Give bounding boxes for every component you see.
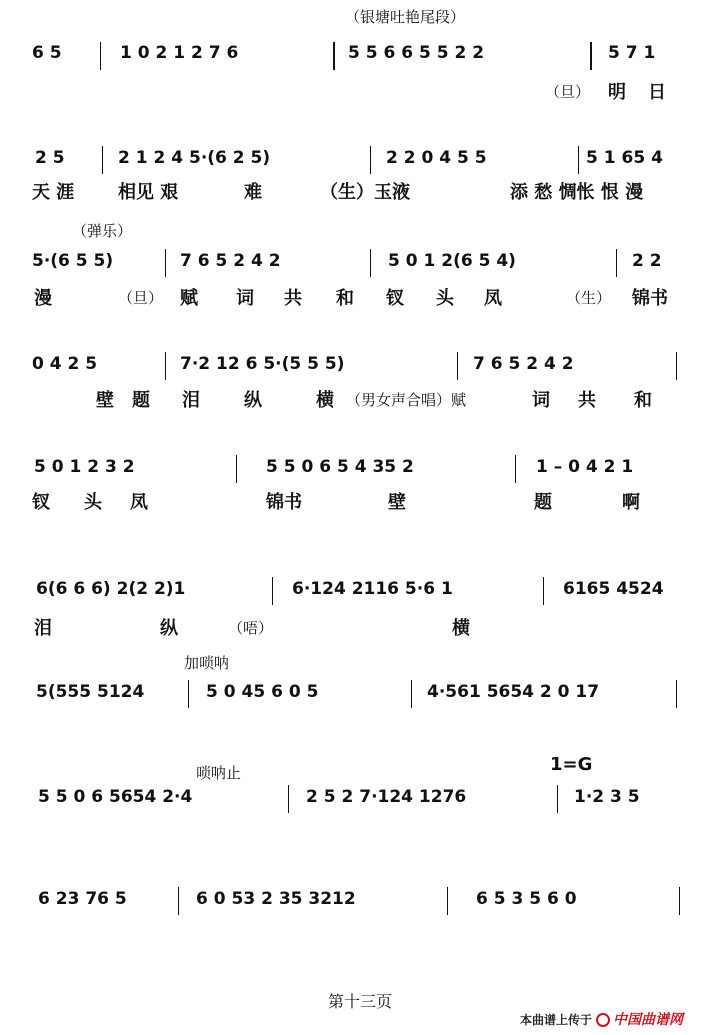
notation-segment: 2 5	[35, 148, 65, 168]
barline	[178, 887, 179, 915]
notation-segment: 2 2	[632, 251, 662, 271]
notation-segment: 0 4 2 5	[32, 354, 98, 374]
notation-segment: 2 2 0 4 5 5	[386, 148, 487, 168]
lyric: 日	[648, 82, 666, 103]
lyric: （旦）	[545, 83, 591, 101]
lyric: 词	[532, 390, 550, 411]
notation-segment: 1·2 3 5	[574, 787, 640, 807]
watermark	[520, 1013, 683, 1027]
barline	[676, 680, 677, 708]
barline	[370, 249, 371, 277]
notation-segment: 7·2 12 6 5·(5 5 5)	[180, 354, 345, 374]
lyric: 泪	[34, 618, 52, 639]
barline	[679, 887, 680, 915]
barline	[370, 146, 371, 174]
lyric: 凤	[484, 288, 502, 309]
notation-segment: 5 0 1 2 3 2	[34, 457, 135, 477]
lyric: 啊	[622, 492, 640, 513]
lyric: 明	[608, 82, 626, 103]
lyric: 横	[316, 390, 334, 411]
notation-segment: 5 5 6 6 5 5 2 2	[348, 43, 485, 63]
barline	[272, 577, 273, 605]
tanle-annotation: （弹乐）	[72, 222, 133, 240]
lyric: 添 愁 惆怅 恨 漫	[510, 182, 644, 203]
lyric: 相见 艰	[118, 182, 179, 203]
lyric: （旦）	[118, 289, 164, 307]
lyric: 赋	[180, 288, 198, 309]
key-signature: 1=G	[550, 754, 593, 775]
notation-segment: 5·(6 5 5)	[32, 251, 114, 271]
lyric: 词	[236, 288, 254, 309]
notation-segment: 5 0 45 6 0 5	[206, 682, 319, 702]
section-title: （银塘吐艳尾段）	[345, 8, 466, 26]
notation-segment: 6(6 6 6) 2(2 2)1	[36, 579, 186, 599]
notation-segment: 2 5 2 7·124 1276	[306, 787, 467, 807]
barline	[288, 785, 289, 813]
barline	[676, 352, 677, 380]
page-number: 第十三页	[328, 992, 393, 1011]
lyric: 和	[634, 390, 652, 411]
lyric: 纵	[160, 618, 178, 639]
notation-segment: 5(555 5124	[36, 682, 145, 702]
notation-segment: 2 1 2 4 5·(6 2 5)	[118, 148, 271, 168]
lyric: 头	[436, 288, 454, 309]
barline	[165, 352, 166, 380]
jia-suona-annotation: 加唢呐	[184, 654, 230, 672]
barline	[165, 249, 166, 277]
lyric: 泪	[182, 390, 200, 411]
notation-segment: 5 5 0 6 5654 2·4	[38, 787, 193, 807]
watermark-text: 本曲谱上传于	[520, 1013, 593, 1027]
barline	[447, 887, 448, 915]
barline	[616, 249, 617, 277]
notation-segment: 7 6 5 2 4 2	[473, 354, 574, 374]
lyric: 共	[284, 288, 302, 309]
barline	[102, 146, 103, 174]
lyric: 钗	[32, 492, 50, 513]
lyric: （唔）	[228, 619, 274, 637]
lyric: 和	[336, 288, 354, 309]
notation-segment: 6 5 3 5 6 0	[476, 889, 577, 909]
lyric: 难	[244, 182, 262, 203]
site-logo-icon	[596, 1013, 610, 1027]
notation-segment: 6 23 76 5	[38, 889, 127, 909]
notation-segment: 5 7 1	[608, 43, 656, 63]
lyric: （生）	[566, 289, 612, 307]
notation-segment: 5 1 65 4	[586, 148, 663, 168]
notation-segment: 4·561 5654 2 0 17	[427, 682, 600, 702]
lyric: 漫	[34, 288, 52, 309]
notation-segment: 6·124 2116 5·6 1	[292, 579, 453, 599]
repeat-start-barline	[333, 42, 335, 70]
lyric: 钗	[386, 288, 404, 309]
notation-segment: 1 0 2 1 2 7 6	[120, 43, 239, 63]
notation-segment: 7 6 5 2 4 2	[180, 251, 281, 271]
suona-zhi-annotation: 唢呐止	[196, 764, 242, 782]
notation-segment: 5 5 0 6 5 4 35 2	[266, 457, 414, 477]
barline	[515, 455, 516, 483]
lyric: 锦书	[266, 492, 302, 513]
lyric: 纵	[244, 390, 262, 411]
lyric: 共	[578, 390, 596, 411]
lyric: 锦书	[632, 288, 668, 309]
lyric: 天 涯	[32, 182, 75, 203]
notation-segment: 6165 4524	[563, 579, 664, 599]
lyric: 壁	[388, 492, 406, 513]
barline	[578, 146, 579, 174]
barline	[543, 577, 544, 605]
repeat-end-barline	[590, 42, 592, 70]
barline	[411, 680, 412, 708]
barline	[188, 680, 189, 708]
lyric: 壁	[96, 390, 114, 411]
notation-segment: 5 0 1 2(6 5 4)	[388, 251, 516, 271]
barline	[557, 785, 558, 813]
lyric: 头	[84, 492, 102, 513]
lyric: （生）玉液	[320, 182, 410, 203]
lyric: 凤	[130, 492, 148, 513]
notation-segment: 6 0 53 2 35 3212	[196, 889, 356, 909]
notation-segment: 1 – 0 4 2 1	[536, 457, 634, 477]
site-name: 中国曲谱网	[613, 1012, 684, 1028]
lyric: 横	[452, 618, 470, 639]
notation-segment: 6 5	[32, 43, 62, 63]
barline	[457, 352, 458, 380]
barline	[100, 42, 101, 70]
lyric: （男女声合唱）赋	[346, 391, 467, 409]
lyric: 题	[534, 492, 552, 513]
lyric: 题	[132, 390, 150, 411]
barline	[236, 455, 237, 483]
